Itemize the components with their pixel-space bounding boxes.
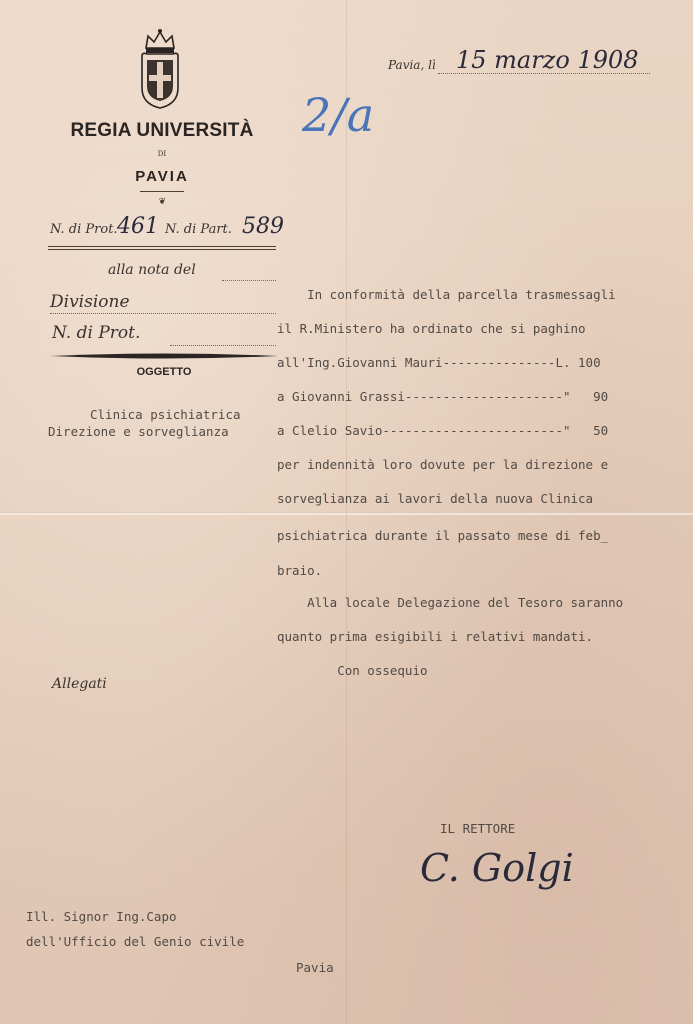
body-line: In conformità della parcella trasmessagli [277,287,616,302]
date-line [438,73,650,74]
body-line: braio. [277,563,323,578]
protocol-rule [48,246,276,247]
divisione-line [50,313,276,314]
header-divider [140,191,184,192]
oggetto-label: OGGETTO [136,366,192,378]
subject-line-1: Clinica psichiatrica [90,407,241,422]
body-line: all'Ing.Giovanni Mauri---------------L. 100 [277,355,601,370]
body-line: Alla locale Delegazione del Tesoro saranno [277,595,624,610]
crown-shield-emblem-icon [138,28,182,112]
oggetto-swell-rule [50,352,278,360]
rettore-title: IL RETTORE [440,821,516,836]
body-line: per indennità loro dovute per la direzione e [277,457,609,472]
addressee-line-1: Ill. Signor Ing.Capo [26,909,177,924]
prot-value: 461 [117,214,159,239]
university-name: REGIA UNIVERSITÀ [70,120,254,141]
body-line: psichiatrica durante il passato mese di feb_ [277,528,609,543]
divisione-label: Divisione [50,292,130,312]
addressee-line-3: Pavia [296,960,334,975]
body-line: Con ossequio [277,663,428,678]
date-place-label: Pavia, lì [388,58,436,72]
body-line: quanto prima esigibili i relativi mandati. [277,629,594,644]
handwritten-date: 15 marzo 1908 [456,46,639,74]
part-label: N. di Part. [165,222,232,237]
body-line: a Giovanni Grassi---------------------" 90 [277,389,609,404]
alla-nota-label: alla nota del [108,262,196,278]
n-prot-label: N. di Prot. [52,323,141,343]
rector-signature: C. Golgi [420,846,574,890]
body-line: il R.Ministero ha ordinato che si paghino [277,321,586,336]
subject-line-2: Direzione e sorveglianza [48,424,229,439]
university-di: DI [157,150,167,158]
handwritten-annotation: 2/a [302,88,375,142]
protocol-rule-2 [48,249,276,250]
alla-nota-line [222,280,276,281]
body-line: sorveglianza ai lavori della nuova Clinica [277,491,594,506]
part-value: 589 [242,214,284,239]
paper-fold-vertical [346,0,347,1024]
n-prot-line [170,345,276,346]
addressee-line-2: dell'Ufficio del Genio civile [26,934,245,949]
ornament-icon: ❦ [158,194,166,207]
body-line: a Clelio Savio------------------------" 50 [277,423,609,438]
university-city: PAVIA [135,168,189,185]
allegati-label: Allegati [52,676,107,692]
prot-label: N. di Prot. [50,222,118,237]
